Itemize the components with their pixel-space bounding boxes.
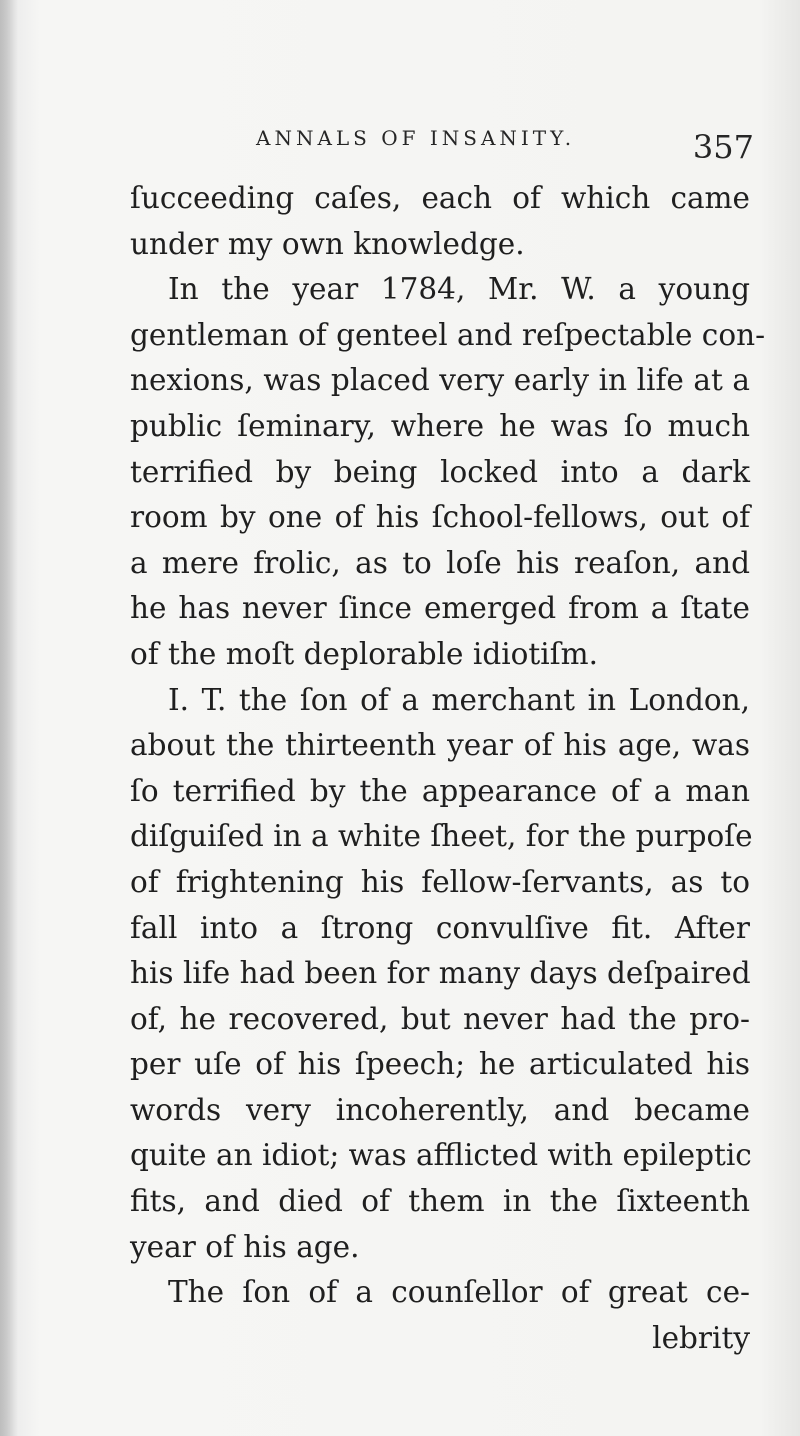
page-number: 357 [692,128,754,166]
text-line: quite an idiot; was afflicted with epileptic [130,1138,752,1173]
text-line: of frightening his fellow-ſervants, as to [130,864,750,899]
text-line: terrified by being locked into a dark [130,454,750,489]
page-edge-shadow [0,0,18,1436]
text-line: of, he recovered, but never had the pro- [130,1001,750,1036]
text-line: room by one of his ſchool-fellows, out of [130,500,750,535]
text-line: his life had been for many days deſpaired [130,956,751,991]
running-title: ANNALS OF INSANITY. [256,126,576,150]
text-line: words very incoherently, and became [130,1092,750,1127]
text-line: under my own knowledge. [130,226,525,261]
text-line: a mere frolic, as to loſe his reaſon, and [130,545,750,580]
catchword: lebrity [652,1320,750,1355]
text-line: ſo terrified by the appearance of a man [130,773,750,808]
text-line: he has never ſince emerged from a ſtate [130,591,750,626]
text-line: The ſon of a counſellor of great ce- [168,1275,750,1310]
text-line: nexions, was placed very early in life at a [130,363,750,398]
text-line: per uſe of his ſpeech; he articulated his [130,1047,750,1082]
body-text [130,176,766,1361]
text-line: year of his age. [130,1229,360,1264]
text-line: public ſeminary, where he was ſo much [130,408,750,443]
text-line: In the year 1784, Mr. W. a young [168,272,750,307]
text-line: diſguiſed in a white ſheet, for the purpoſe [130,819,753,854]
text-line: about the thirteenth year of his age, was [130,728,750,763]
text-line: I. T. the ſon of a merchant in London, [168,682,750,717]
text-line: gentleman of genteel and reſpectable con- [130,317,766,352]
text-line: ſucceeding caſes, each of which came [130,181,750,215]
text-line: fall into a ſtrong convulſive fit. After [130,910,750,945]
text-line: fits, and died of them in the ſixteenth [130,1184,750,1219]
text-line: of the moſt deplorable idiotiſm. [130,636,598,671]
